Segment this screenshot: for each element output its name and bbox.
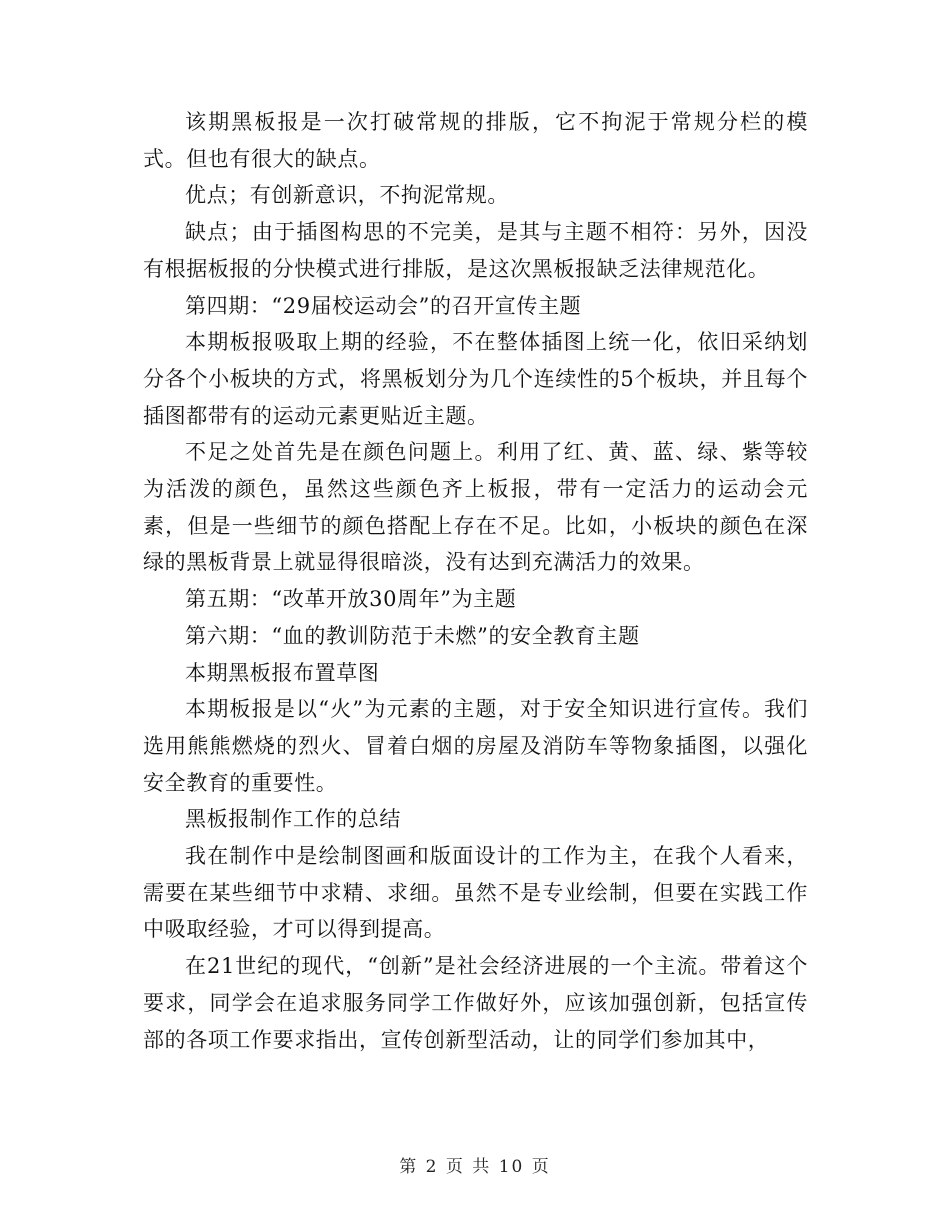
page-number-footer: 第 2 页 共 10 页 [399, 1157, 551, 1177]
document-body [143, 104, 808, 1058]
paragraph: 在21世纪的现代，“创新”是社会经济进展的一个主流。带着这个要求，同学会在追求服务同学工作做好外，应该加强创新，包括宣传部的各项工作要求指出，宣传创新型活动，让的同学们参加其中， [143, 954, 808, 1052]
paragraph: 该期黑板报是一次打破常规的排版，它不拘泥于常规分栏的模式。但也有很大的缺点。 [143, 110, 808, 171]
section-heading: 第五期：“改革开放30周年”为主题 [185, 587, 517, 612]
paragraph: 我在制作中是绘制图画和版面设计的工作为主，在我个人看来，需要在某些细节中求精、求细。虽然不是专业绘制，但要在实践工作中吸取经验，才可以得到提高。 [143, 844, 808, 942]
section-heading: 第六期：“血的教训防范于未燃”的安全教育主题 [185, 623, 640, 648]
paragraph: 缺点；由于插图构思的不完美，是其与主题不相符：另外，因没有根据板报的分快模式进行排版，是这次黑板报缺乏法律规范化。 [143, 220, 808, 281]
section-heading: 黑板报制作工作的总结 [185, 807, 401, 832]
paragraph: 本期黑板报布置草图 [185, 660, 380, 685]
paragraph: 本期板报吸取上期的经验，不在整体插图上统一化，依旧采纳划分各个小板块的方式，将黑板划分为几个连续性的5个板块，并且每个插图都带有的运动元素更贴近主题。 [143, 330, 808, 428]
section-heading: 第四期：“29届校运动会”的召开宣传主题 [185, 293, 582, 318]
paragraph: 本期板报是以“火”为元素的主题，对于安全知识进行宣传。我们选用熊熊燃烧的烈火、冒着白烟的房屋及消防车等物象插图，以强化安全教育的重要性。 [143, 697, 808, 795]
paragraph: 不足之处首先是在颜色问题上。利用了红、黄、蓝、绿、紫等较为活泼的颜色，虽然这些颜色齐上板报，带有一定活力的运动会元素，但是一些细节的颜色搭配上存在不足。比如，小板块的颜色在深绿的黑板背景上就显得很暗淡，没有达到充满活力的效果。 [143, 440, 808, 575]
paragraph: 优点；有创新意识，不拘泥常规。 [185, 183, 509, 208]
